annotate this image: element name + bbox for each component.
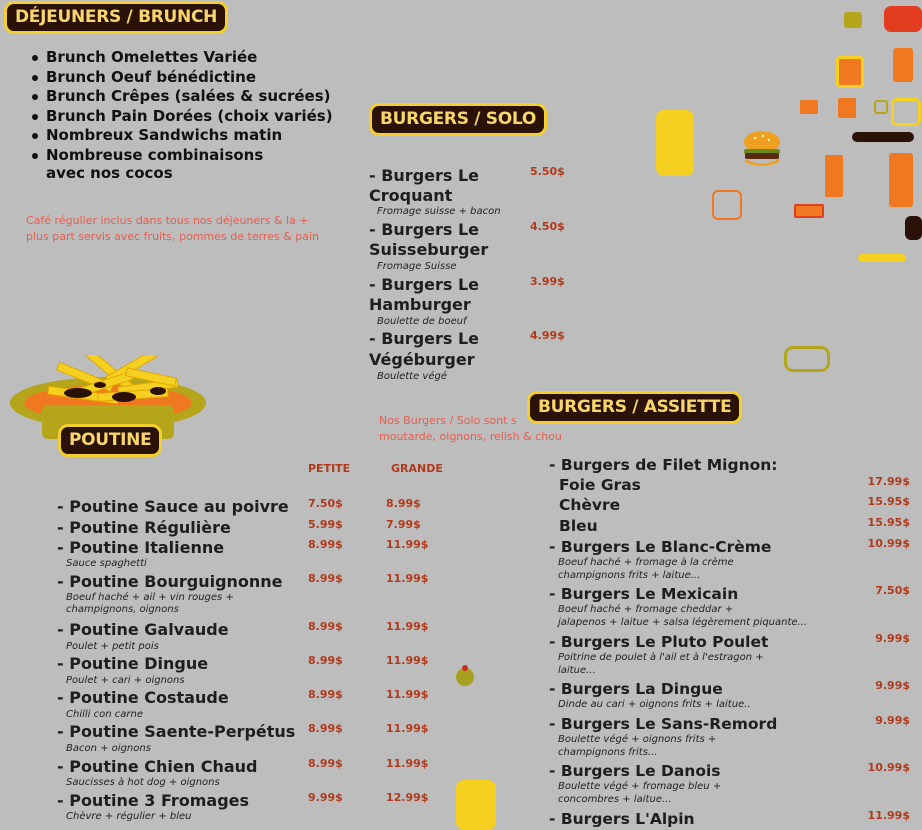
item-desc: Sauce spaghetti: [66, 558, 147, 569]
item-price: 9.99$: [875, 632, 910, 645]
item-price: 10.99$: [867, 761, 910, 774]
item-desc: Boulette de boeuf: [377, 316, 467, 327]
item-name: - Poutine 3 Fromages: [57, 791, 250, 810]
item-name: - Poutine Galvaude: [57, 620, 229, 639]
item-name: Suisseburger: [369, 240, 489, 259]
item-desc: Bacon + oignons: [66, 743, 151, 754]
item-price: 7.50$: [875, 584, 910, 597]
item-name: - Poutine Sauce au poivre: [57, 497, 289, 516]
item-name: Croquant: [369, 186, 453, 205]
item-option: Chèvre: [559, 496, 621, 514]
item-desc: Fromage suisse + bacon: [377, 206, 501, 217]
item-name: - Poutine Chien Chaud: [57, 757, 258, 776]
item-price-petite: 8.99$: [308, 654, 343, 667]
item-price: 4.99$: [530, 329, 565, 342]
item-name: Hamburger: [369, 295, 471, 314]
item-desc: Fromage Suisse: [377, 261, 457, 272]
item-price: 11.99$: [867, 809, 910, 822]
item-desc: Chilli con carne: [66, 709, 143, 720]
item-desc: champignons frits + laitue...: [558, 570, 701, 581]
item-price-petite: 8.99$: [308, 538, 343, 551]
item-desc: Saucisses à hot dog + oignons: [66, 777, 220, 788]
item-desc: Boulette végé + fromage bleu +: [558, 781, 722, 792]
item-price-petite: 9.99$: [308, 791, 343, 804]
item-price-petite: 8.99$: [308, 722, 343, 735]
list-item: Brunch Crêpes (salées & sucrées): [30, 87, 333, 107]
item-price-grande: 11.99$: [386, 688, 429, 701]
list-item: Brunch Oeuf bénédictine: [30, 68, 333, 88]
item-name: Végéburger: [369, 350, 475, 369]
item-price: 15.95$: [867, 495, 910, 508]
item-name: - Burgers La Dingue: [549, 680, 723, 698]
item-price: 10.99$: [867, 537, 910, 550]
poutine-header: POUTINE: [58, 424, 162, 457]
item-price-grande: 11.99$: [386, 620, 429, 633]
item-desc: laitue...: [558, 665, 596, 676]
item-name: - Poutine Dingue: [57, 654, 209, 673]
item-name: - Burgers L'Alpin: [549, 810, 695, 828]
item-price-grande: 11.99$: [386, 572, 429, 585]
item-desc: Boeuf haché + fromage cheddar +: [558, 604, 734, 615]
item-name: - Burgers de Filet Mignon:: [549, 456, 778, 474]
list-item: Brunch Pain Dorées (choix variés): [30, 107, 333, 127]
item-price-petite: 5.99$: [308, 518, 343, 531]
dejeuners-header: DÉJEUNERS / BRUNCH: [4, 1, 228, 34]
item-name: - Burgers Le Pluto Poulet: [549, 633, 769, 651]
item-price: 3.99$: [530, 275, 565, 288]
item-name: - Poutine Saente-Perpétus: [57, 722, 296, 741]
item-price-petite: 8.99$: [308, 620, 343, 633]
item-price-petite: 8.99$: [308, 572, 343, 585]
list-item: Nombreuse combinaisons: [30, 146, 333, 166]
column-header-petite: PETITE: [308, 462, 351, 475]
burgers-solo-header: BURGERS / SOLO: [369, 103, 547, 136]
item-desc: Boulette végé + oignons frits +: [558, 734, 717, 745]
item-option: Bleu: [559, 517, 598, 535]
item-desc: Chèvre + régulier + bleu: [66, 811, 192, 822]
item-price-grande: 11.99$: [386, 654, 429, 667]
item-name: - Burgers Le Danois: [549, 762, 721, 780]
item-price: 9.99$: [875, 714, 910, 727]
brunch-note: Café régulier inclus dans tous nos déjeuners & la + plus part servis avec fruits, pommes de terres & pain: [26, 214, 320, 243]
list-item: Brunch Omelettes Variée: [30, 48, 333, 68]
item-name: - Burgers Le: [369, 329, 480, 348]
solo-note-line: moutarde, oignons, relish & chou: [379, 429, 562, 443]
item-desc: Boeuf haché + ail + vin rouges +: [66, 592, 234, 603]
item-name: - Burgers Le Mexicain: [549, 585, 739, 603]
item-price: 5.50$: [530, 165, 565, 178]
item-price-grande: 7.99$: [386, 518, 421, 531]
burger-icon: [740, 128, 784, 172]
list-item-continuation: avec nos cocos: [46, 164, 173, 182]
item-price-grande: 8.99$: [386, 497, 421, 510]
item-name: - Burgers Le: [369, 275, 480, 294]
olive-icon: [454, 662, 476, 688]
solo-note-line: Nos Burgers / Solo sont s: [379, 414, 517, 427]
item-price-petite: 8.99$: [308, 688, 343, 701]
burgers-assiette-header: BURGERS / ASSIETTE: [527, 391, 742, 424]
item-name: - Poutine Italienne: [57, 538, 225, 557]
item-price: 9.99$: [875, 679, 910, 692]
item-option: Foie Gras: [559, 476, 641, 494]
item-desc: Poitrine de poulet à l'ail et à l'estragon +: [558, 652, 764, 663]
item-desc: champignons, oignons: [66, 604, 179, 615]
item-name: - Burgers Le Sans-Remord: [549, 715, 778, 733]
item-name: - Poutine Bourguignonne: [57, 572, 283, 591]
item-name: - Burgers Le Blanc-Crème: [549, 538, 772, 556]
item-price-grande: 12.99$: [386, 791, 429, 804]
item-price-grande: 11.99$: [386, 722, 429, 735]
item-desc: Boeuf haché + fromage à la crème: [558, 557, 734, 568]
item-name: - Poutine Costaude: [57, 688, 229, 707]
column-header-grande: GRANDE: [391, 462, 443, 475]
list-item: Nombreux Sandwichs matin: [30, 126, 333, 146]
item-desc: champignons frits...: [558, 747, 658, 758]
brunch-list: [30, 48, 333, 165]
item-desc: Boulette végé: [377, 371, 447, 382]
item-desc: concombres + laitue...: [558, 794, 672, 805]
item-name: - Burgers Le: [369, 166, 480, 185]
item-desc: Dinde au cari + oignons frits + laitue..: [558, 699, 751, 710]
item-price-petite: 7.50$: [308, 497, 343, 510]
item-name: - Burgers Le: [369, 220, 480, 239]
item-desc: Poulet + cari + oignons: [66, 675, 185, 686]
item-desc: jalapenos + laitue + salsa légèrement piquante...: [558, 617, 808, 628]
item-desc: Poulet + petit pois: [66, 641, 159, 652]
item-name: - Poutine Régulière: [57, 518, 231, 537]
item-price-petite: 8.99$: [308, 757, 343, 770]
item-price-grande: 11.99$: [386, 538, 429, 551]
item-price: 17.99$: [867, 475, 910, 488]
item-price: 4.50$: [530, 220, 565, 233]
item-price-grande: 11.99$: [386, 757, 429, 770]
item-price: 15.95$: [867, 516, 910, 529]
